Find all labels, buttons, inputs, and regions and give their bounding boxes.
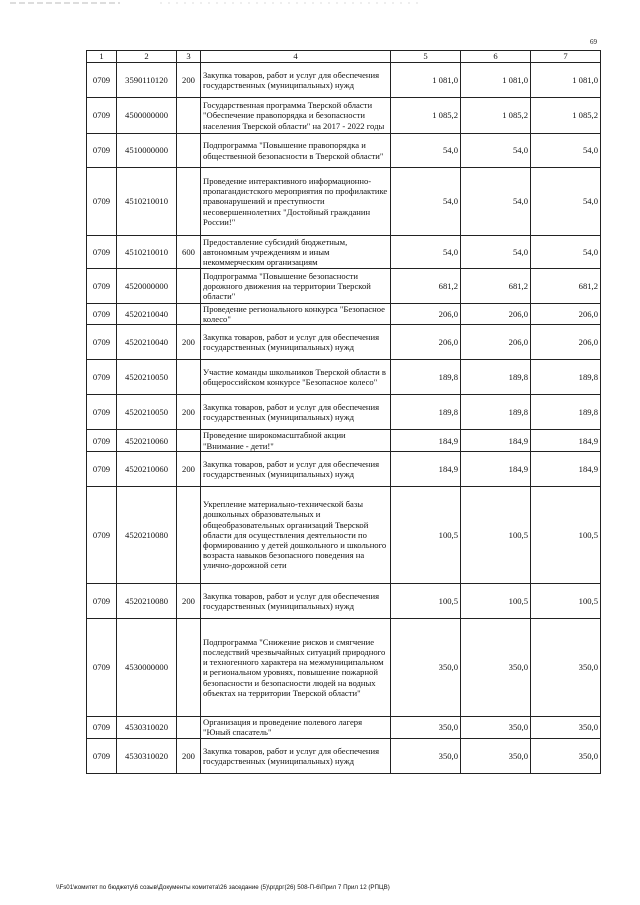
amount-col6: 681,2	[461, 269, 531, 304]
amount-col6: 184,9	[461, 430, 531, 451]
expense-name: Организация и проведение полевого лагеря "Юный спасатель"	[201, 716, 391, 738]
amount-col7: 54,0	[531, 134, 601, 168]
section-code: 0709	[87, 325, 117, 360]
table-row	[87, 63, 601, 98]
target-article-code: 4520210040	[117, 304, 177, 325]
amount-col6: 184,9	[461, 451, 531, 486]
amount-col7: 100,5	[531, 486, 601, 583]
amount-col6: 1 081,0	[461, 63, 531, 98]
table-row	[87, 168, 601, 236]
section-code: 0709	[87, 738, 117, 773]
target-article-code: 4510000000	[117, 134, 177, 168]
expense-type-code: 200	[177, 738, 201, 773]
amount-col7: 350,0	[531, 738, 601, 773]
target-article-code: 4520210080	[117, 583, 177, 618]
amount-col5: 54,0	[391, 134, 461, 168]
col-header: 6	[461, 51, 531, 63]
expense-type-code	[177, 486, 201, 583]
amount-col7: 54,0	[531, 236, 601, 269]
section-code: 0709	[87, 430, 117, 451]
amount-col6: 350,0	[461, 716, 531, 738]
amount-col5: 100,5	[391, 583, 461, 618]
expense-name: Закупка товаров, работ и услуг для обеспечения государственных (муниципальных) нужд	[201, 738, 391, 773]
expense-type-code	[177, 304, 201, 325]
amount-col6: 100,5	[461, 583, 531, 618]
section-code: 0709	[87, 486, 117, 583]
target-article-code: 4530000000	[117, 618, 177, 716]
expense-name: Государственная программа Тверской области "Обеспечение правопорядка и безопасности населения Тверской области" на 2017 - 2022 годы	[201, 98, 391, 134]
amount-col5: 681,2	[391, 269, 461, 304]
amount-col5: 189,8	[391, 360, 461, 395]
table-row	[87, 716, 601, 738]
scan-top-marks	[0, 0, 640, 8]
expense-type-code	[177, 168, 201, 236]
expense-name: Подпрограмма "Повышение правопорядка и общественной безопасности в Тверской области"	[201, 134, 391, 168]
expense-type-code	[177, 716, 201, 738]
amount-col6: 350,0	[461, 618, 531, 716]
expense-type-code: 200	[177, 583, 201, 618]
col-header: 1	[87, 51, 117, 63]
expense-type-code	[177, 134, 201, 168]
table-row	[87, 430, 601, 451]
amount-col7: 184,9	[531, 451, 601, 486]
amount-col7: 1 085,2	[531, 98, 601, 134]
col-header: 7	[531, 51, 601, 63]
table-row	[87, 236, 601, 269]
section-code: 0709	[87, 134, 117, 168]
expense-name: Закупка товаров, работ и услуг для обеспечения государственных (муниципальных) нужд	[201, 395, 391, 430]
table-row	[87, 738, 601, 773]
table-row	[87, 618, 601, 716]
amount-col7: 189,8	[531, 395, 601, 430]
amount-col7: 54,0	[531, 168, 601, 236]
expense-name: Закупка товаров, работ и услуг для обеспечения государственных (муниципальных) нужд	[201, 583, 391, 618]
amount-col6: 54,0	[461, 134, 531, 168]
target-article-code: 4500000000	[117, 98, 177, 134]
expense-type-code	[177, 98, 201, 134]
amount-col7: 350,0	[531, 716, 601, 738]
expense-type-code: 200	[177, 63, 201, 98]
amount-col6: 54,0	[461, 168, 531, 236]
amount-col6: 350,0	[461, 738, 531, 773]
section-code: 0709	[87, 716, 117, 738]
section-code: 0709	[87, 269, 117, 304]
target-article-code: 4520210080	[117, 486, 177, 583]
header-row	[87, 51, 601, 63]
amount-col6: 189,8	[461, 395, 531, 430]
col-header: 5	[391, 51, 461, 63]
col-header: 4	[201, 51, 391, 63]
amount-col7: 206,0	[531, 304, 601, 325]
section-code: 0709	[87, 451, 117, 486]
table-row	[87, 325, 601, 360]
section-code: 0709	[87, 98, 117, 134]
amount-col6: 1 085,2	[461, 98, 531, 134]
expense-name: Проведение регионального конкурса "Безопасное колесо"	[201, 304, 391, 325]
amount-col6: 189,8	[461, 360, 531, 395]
expense-type-code: 200	[177, 451, 201, 486]
budget-table	[86, 50, 601, 774]
amount-col5: 54,0	[391, 236, 461, 269]
amount-col5: 1 085,2	[391, 98, 461, 134]
expense-type-code	[177, 360, 201, 395]
amount-col5: 184,9	[391, 451, 461, 486]
table-row	[87, 451, 601, 486]
amount-col7: 350,0	[531, 618, 601, 716]
table-row	[87, 98, 601, 134]
expense-type-code: 600	[177, 236, 201, 269]
section-code: 0709	[87, 395, 117, 430]
section-code: 0709	[87, 360, 117, 395]
amount-col5: 184,9	[391, 430, 461, 451]
target-article-code: 4520000000	[117, 269, 177, 304]
table-row	[87, 360, 601, 395]
table-row	[87, 134, 601, 168]
amount-col6: 100,5	[461, 486, 531, 583]
expense-type-code: 200	[177, 395, 201, 430]
expense-name: Закупка товаров, работ и услуг для обеспечения государственных (муниципальных) нужд	[201, 451, 391, 486]
target-article-code: 3590110120	[117, 63, 177, 98]
expense-type-code	[177, 430, 201, 451]
section-code: 0709	[87, 63, 117, 98]
expense-name: Проведение интерактивного информационно-пропагандистского мероприятия по профилактике правонарушений и преступности несовершеннолетних "Достойный гражданин России!"	[201, 168, 391, 236]
section-code: 0709	[87, 168, 117, 236]
expense-name: Участие команды школьников Тверской области в общероссийском конкурсе "Безопасное колесо"	[201, 360, 391, 395]
expense-name: Проведение широкомасштабной акции "Внимание - дети!"	[201, 430, 391, 451]
table-row	[87, 395, 601, 430]
amount-col5: 206,0	[391, 325, 461, 360]
amount-col5: 100,5	[391, 486, 461, 583]
table-row	[87, 269, 601, 304]
section-code: 0709	[87, 236, 117, 269]
amount-col5: 350,0	[391, 716, 461, 738]
table-row	[87, 583, 601, 618]
page-number: 69	[590, 38, 597, 46]
target-article-code: 4530310020	[117, 738, 177, 773]
target-article-code: 4530310020	[117, 716, 177, 738]
amount-col7: 206,0	[531, 325, 601, 360]
target-article-code: 4520210060	[117, 451, 177, 486]
expense-name: Закупка товаров, работ и услуг для обеспечения государственных (муниципальных) нужд	[201, 325, 391, 360]
target-article-code: 4510210010	[117, 236, 177, 269]
amount-col7: 184,9	[531, 430, 601, 451]
target-article-code: 4510210010	[117, 168, 177, 236]
expense-type-code: 200	[177, 325, 201, 360]
amount-col6: 54,0	[461, 236, 531, 269]
expense-name: Предоставление субсидий бюджетным, автономным учреждениям и иным некоммерческим организациям	[201, 236, 391, 269]
amount-col7: 100,5	[531, 583, 601, 618]
table-row	[87, 304, 601, 325]
expense-name: Закупка товаров, работ и услуг для обеспечения государственных (муниципальных) нужд	[201, 63, 391, 98]
table-row	[87, 486, 601, 583]
section-code: 0709	[87, 583, 117, 618]
amount-col7: 1 081,0	[531, 63, 601, 98]
section-code: 0709	[87, 618, 117, 716]
target-article-code: 4520210040	[117, 325, 177, 360]
amount-col5: 189,8	[391, 395, 461, 430]
amount-col5: 350,0	[391, 738, 461, 773]
col-header: 3	[177, 51, 201, 63]
amount-col5: 350,0	[391, 618, 461, 716]
target-article-code: 4520210050	[117, 395, 177, 430]
amount-col5: 54,0	[391, 168, 461, 236]
amount-col5: 1 081,0	[391, 63, 461, 98]
amount-col6: 206,0	[461, 325, 531, 360]
expense-name: Подпрограмма "Снижение рисков и смягчение последствий чрезвычайных ситуаций природного и техногенного характера на межмуниципальном и региональном уровнях, повышение пожарной безопасности и безопасности людей на водных объектах на территории Тверской области"	[201, 618, 391, 716]
amount-col7: 681,2	[531, 269, 601, 304]
expense-type-code	[177, 618, 201, 716]
amount-col5: 206,0	[391, 304, 461, 325]
col-header: 2	[117, 51, 177, 63]
expense-name: Укрепление материально-технической базы дошкольных образовательных и общеобразовательных организаций Тверской области для осуществления деятельности по формированию у детей дошкольного и школьного возраста навыков безопасного поведения на улично-дорожной сети	[201, 486, 391, 583]
amount-col6: 206,0	[461, 304, 531, 325]
amount-col7: 189,8	[531, 360, 601, 395]
expense-name: Подпрограмма "Повышение безопасности дорожного движения на территории Тверской области"	[201, 269, 391, 304]
target-article-code: 4520210060	[117, 430, 177, 451]
expense-type-code	[177, 269, 201, 304]
section-code: 0709	[87, 304, 117, 325]
file-path-footer: \\Fs01\комитет по бюджету\6 созыв\Документы комитета\26 заседание (5)\ргдрг(26) 508-П-6\Прил 7 Прил 12 (РПЦВ)	[56, 884, 390, 891]
target-article-code: 4520210050	[117, 360, 177, 395]
